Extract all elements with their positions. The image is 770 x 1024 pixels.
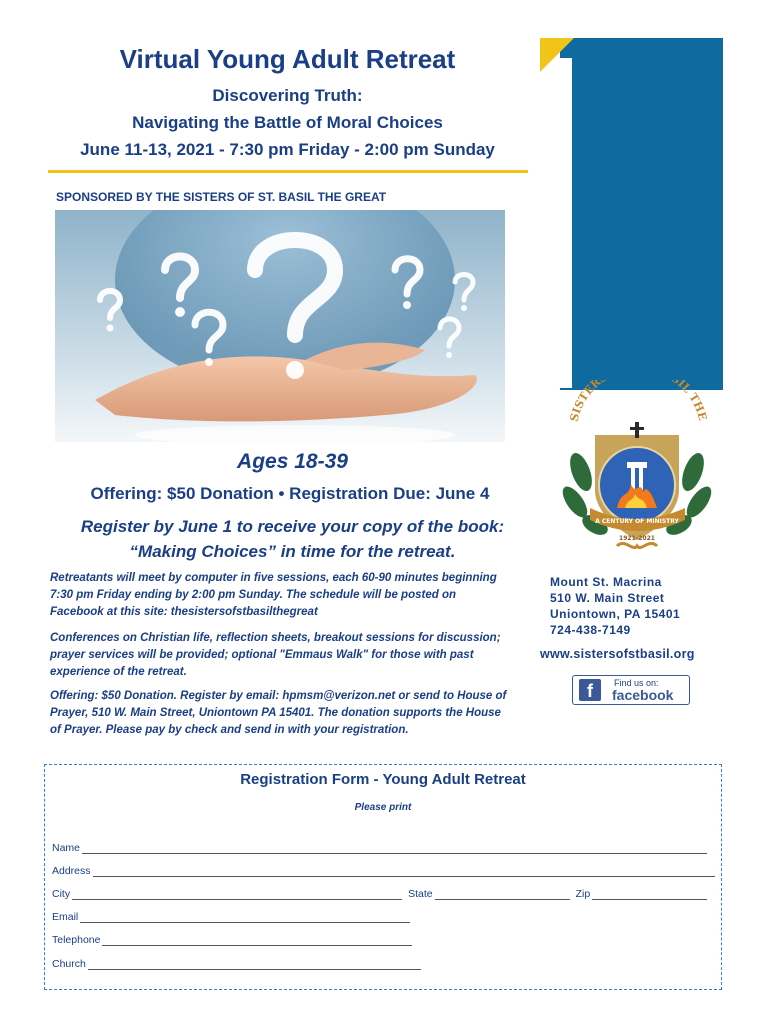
schedule-paragraph: Retreatants will meet by computer in five sessions, each 60-90 minutes beginning 7:30 pm Friday ending by 2:00 pm Sunday. The schedule will be posted on Facebook at this site: thesistersofstbasilthegreat bbox=[50, 572, 497, 618]
logo-arc-text: SISTER IL THE bbox=[567, 380, 710, 423]
zip-label: Zip bbox=[575, 888, 591, 900]
ages-heading: Ages 18-39 bbox=[237, 450, 348, 473]
city-label: City bbox=[52, 888, 71, 900]
website-link[interactable]: www.sistersofstbasil.org bbox=[540, 647, 695, 661]
contact-address bbox=[550, 574, 680, 638]
program-paragraph: Conferences on Christian life, reflection sheets, breakout sessions for discussion; prayer services will be provided; optional "Emmaus Walk" for those with past experience of the retreat. bbox=[50, 632, 501, 678]
name-label: Name bbox=[52, 842, 81, 854]
facebook-badge-caption: Find us on: bbox=[614, 678, 659, 688]
svg-text:SISTERS OF ST. BASIL THE GREAT bbox=[555, 380, 710, 425]
name-line[interactable] bbox=[82, 841, 707, 854]
subtitle-line-2: Navigating the Battle of Moral Choices bbox=[132, 113, 443, 132]
facebook-badge-wordmark: facebook bbox=[612, 687, 674, 703]
email-field[interactable] bbox=[52, 910, 410, 923]
address-field[interactable] bbox=[52, 864, 715, 877]
form-subtitle: Please print bbox=[354, 802, 412, 813]
church-line[interactable] bbox=[88, 957, 421, 970]
state-label: State bbox=[408, 888, 433, 900]
donation-paragraph: Offering: $50 Donation. Register by email: hpmsm@verizon.net or send to House of Prayer, 510 W. Main Street, Uniontown PA 15401. The donation supports the House of Prayer. Please pay by check and send in with your registration. bbox=[50, 690, 507, 736]
telephone-field[interactable] bbox=[52, 933, 412, 946]
decorative-gold-triangle bbox=[540, 38, 574, 72]
form-title: Registration Form - Young Adult Retreat bbox=[240, 771, 526, 788]
facebook-badge[interactable] bbox=[572, 675, 690, 705]
gold-divider bbox=[48, 170, 528, 173]
city-line[interactable] bbox=[72, 887, 402, 900]
facebook-icon: f bbox=[579, 679, 601, 701]
name-field[interactable] bbox=[52, 841, 707, 854]
hero-image-hand-question-marks bbox=[55, 210, 505, 442]
address-label: Address bbox=[52, 865, 91, 877]
logo-years: 1921-2021 bbox=[619, 535, 655, 542]
flyer-title: Virtual Young Adult Retreat bbox=[119, 44, 456, 74]
sponsor-line: SPONSORED BY THE SISTERS OF ST. BASIL THE GREAT bbox=[56, 190, 387, 204]
address-line-1: Mount St. Macrina bbox=[550, 575, 662, 589]
address-line[interactable] bbox=[93, 864, 715, 877]
decorative-white-strip bbox=[540, 58, 572, 388]
email-line[interactable] bbox=[80, 910, 410, 923]
church-label: Church bbox=[52, 958, 86, 970]
decorative-blue-bar bbox=[560, 38, 723, 390]
registration-form bbox=[44, 764, 722, 990]
logo-band-text: A CENTURY OF MINISTRY bbox=[595, 518, 679, 525]
register-line-2: “Making Choices” in time for the retreat. bbox=[129, 542, 456, 561]
subtitle-line-1: Discovering Truth: bbox=[212, 86, 363, 105]
state-line[interactable] bbox=[435, 887, 570, 900]
sisters-of-st-basil-logo bbox=[555, 380, 720, 555]
address-line-2: 510 W. Main Street bbox=[550, 591, 665, 605]
offering-line: Offering: $50 Donation • Registration Due: June 4 bbox=[90, 484, 490, 503]
zip-line[interactable] bbox=[592, 887, 707, 900]
city-state-zip-row bbox=[52, 887, 707, 900]
register-line-1: Register by June 1 to receive your copy of the book: bbox=[80, 517, 505, 536]
retreat-dates: June 11-13, 2021 - 7:30 pm Friday - 2:00 pm Sunday bbox=[80, 140, 495, 159]
telephone-label: Telephone bbox=[52, 934, 101, 946]
email-label: Email bbox=[52, 911, 79, 923]
phone-number: 724-438-7149 bbox=[550, 623, 631, 637]
address-line-3: Uniontown, PA 15401 bbox=[550, 607, 681, 621]
telephone-line[interactable] bbox=[102, 933, 412, 946]
church-field[interactable] bbox=[52, 957, 421, 970]
